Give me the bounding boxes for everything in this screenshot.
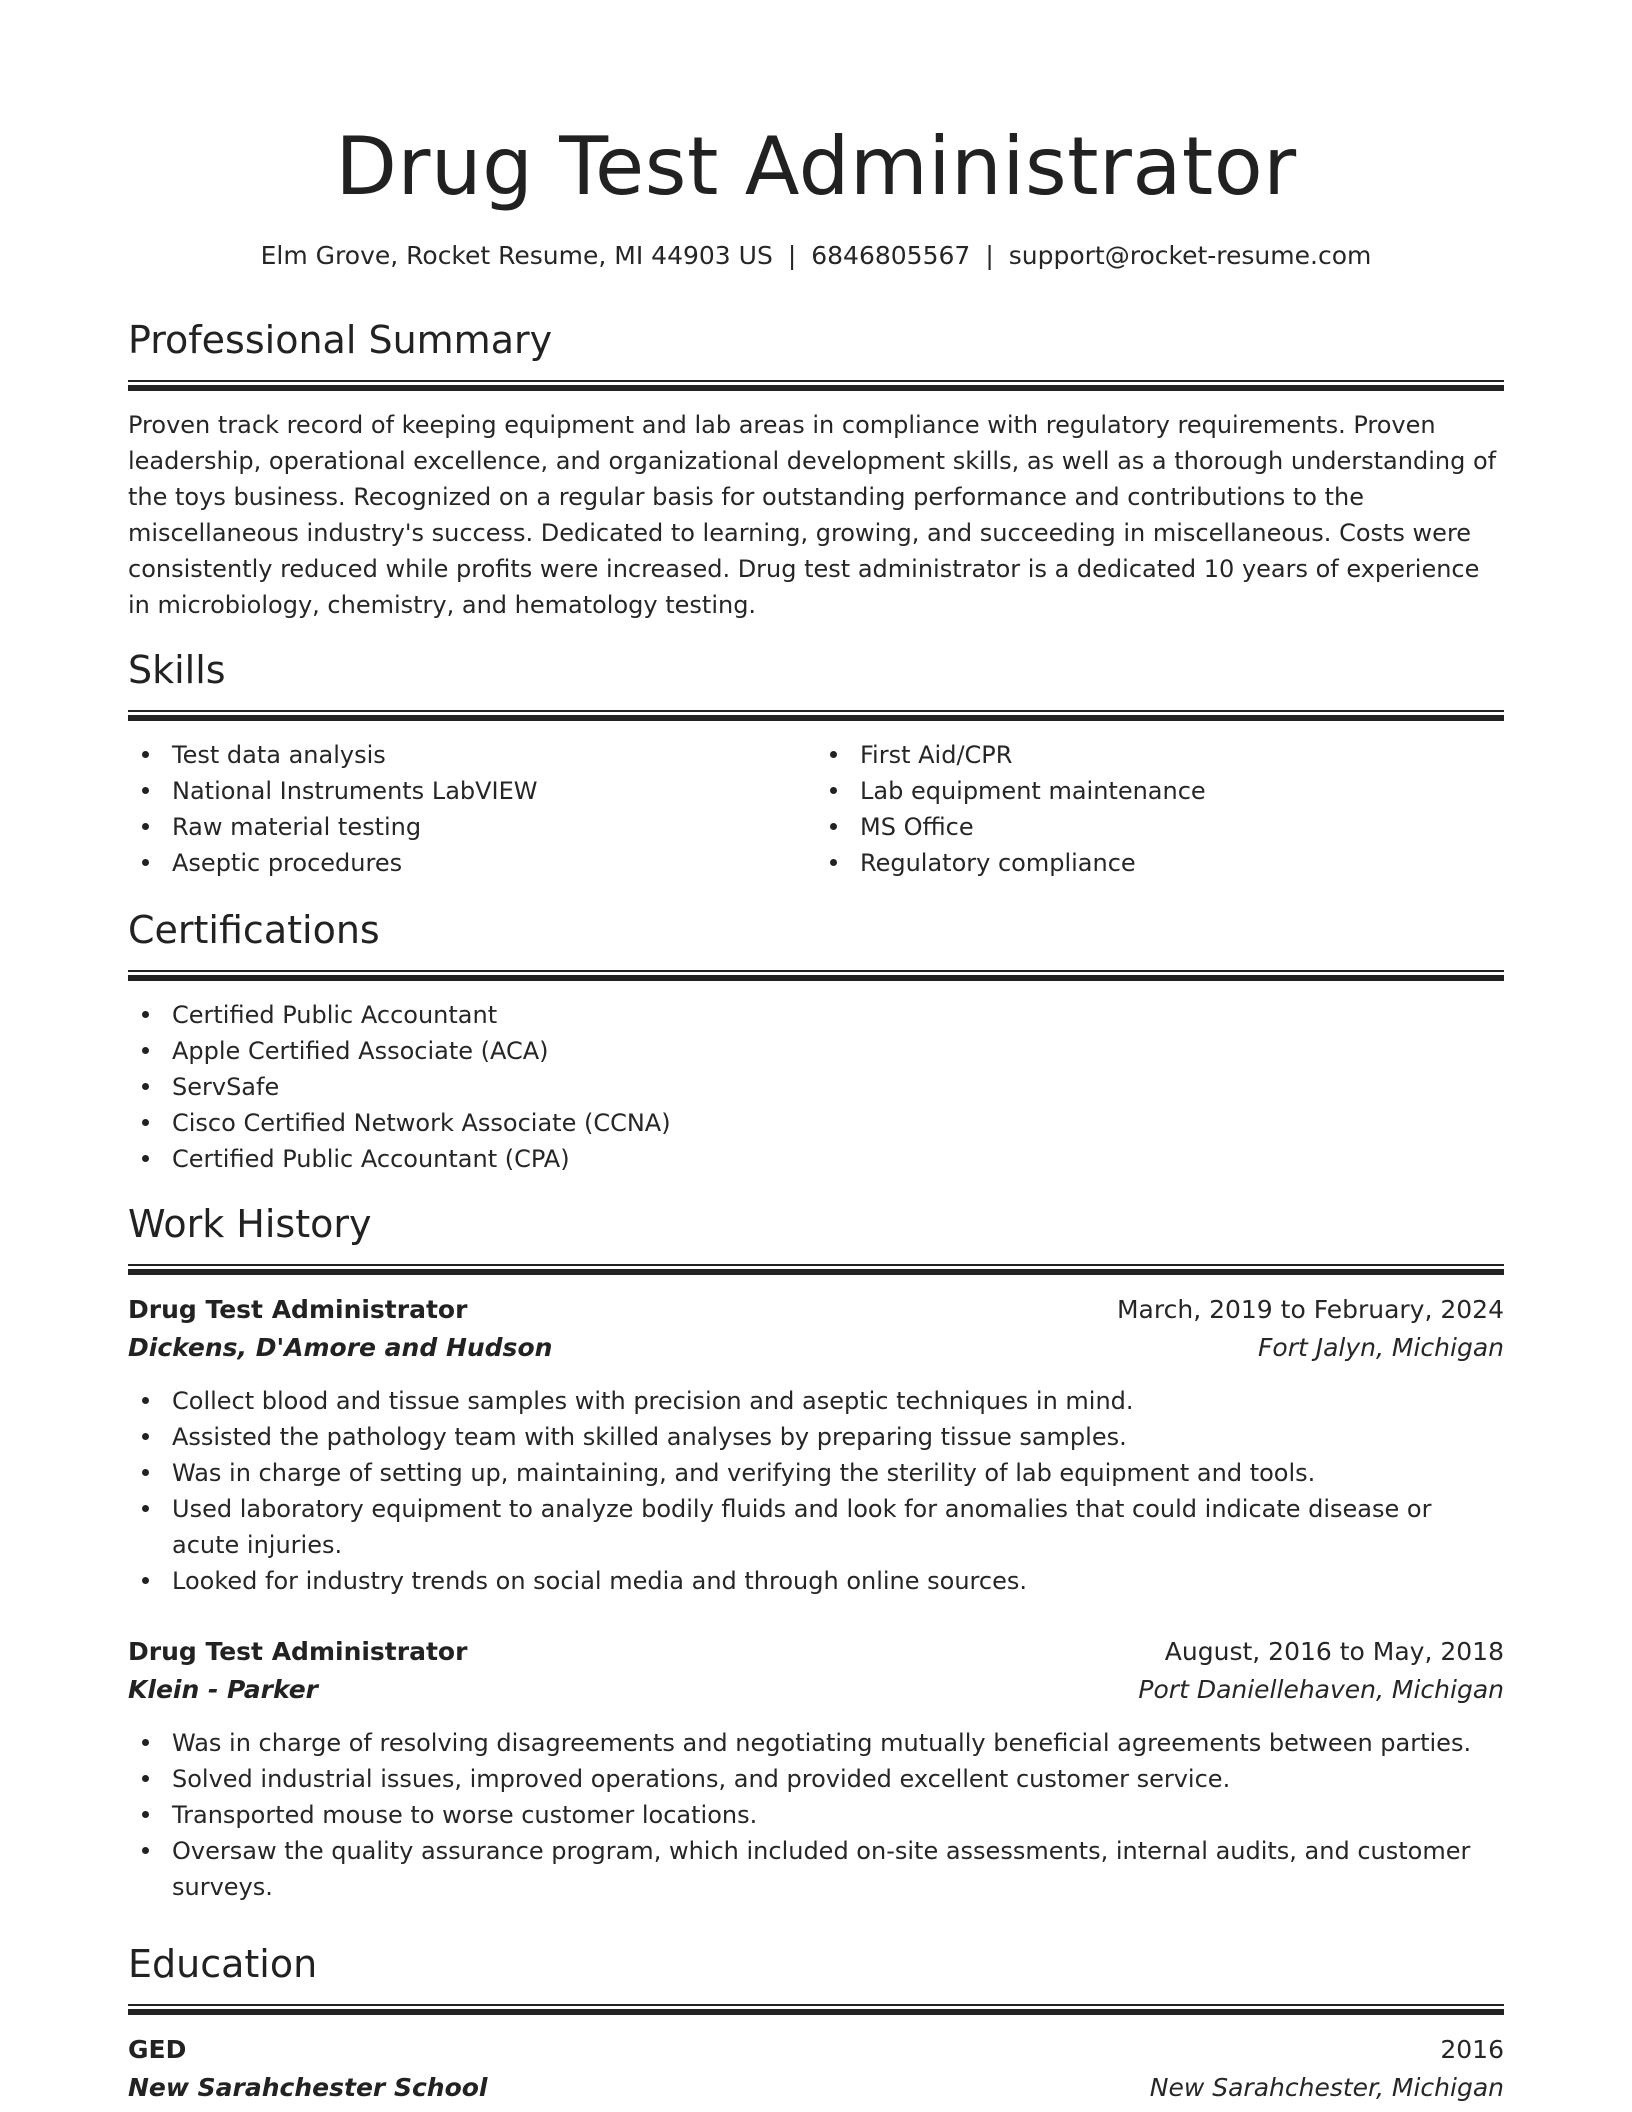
job-header — [128, 1291, 1504, 1329]
skill-item: Raw material testing — [172, 809, 816, 845]
skill-item: Regulatory compliance — [860, 845, 1504, 881]
job-employer: Dickens, D'Amore and Hudson — [128, 1333, 553, 1362]
skills-right-column — [816, 737, 1504, 881]
contact-address: Elm Grove, Rocket Resume, MI 44903 US — [260, 241, 773, 270]
skill-item: National Instruments LabVIEW — [172, 773, 816, 809]
job-duty-item: Was in charge of resolving disagreements and negotiating mutually beneficial agreements between parties. — [172, 1725, 1504, 1761]
contact-line — [128, 240, 1504, 272]
education-subheader — [128, 2069, 1504, 2107]
work-history-section — [128, 1202, 1504, 1905]
education-school: New Sarahchester School — [128, 2073, 488, 2102]
skill-item: Aseptic procedures — [172, 845, 816, 881]
education-year: 2016 — [1440, 2035, 1504, 2064]
job-duties — [128, 1383, 1504, 1599]
job-entry — [128, 1633, 1504, 1905]
education-location: New Sarahchester, Michigan — [1149, 2073, 1504, 2102]
job-duty-item: Was in charge of setting up, maintaining, and verifying the sterility of lab equipment and tools. — [172, 1455, 1504, 1491]
summary-text: Proven track record of keeping equipment and lab areas in compliance with regulatory requirements. Proven leadership, operational excellence, and organizational development skills, as well as a thorough understanding of the toys business. Recognized on a regular basis for outstanding performance and contributions to the miscellaneous industry's success. Dedicated to learning, growing, and succeeding in miscellaneous. Costs were consistently reduced while profits were increased. Drug test administrator is a dedicated 10 years of experience in microbiology, chemistry, and hematology testing. — [128, 411, 1497, 619]
education-degree: GED — [128, 2035, 187, 2064]
skill-item: Lab equipment maintenance — [860, 773, 1504, 809]
section-divider — [128, 710, 1504, 721]
section-title: Professional Summary — [128, 318, 553, 362]
job-duty-item: Assisted the pathology team with skilled analyses by preparing tissue samples. — [172, 1419, 1504, 1455]
contact-separator: | — [985, 241, 994, 270]
certifications-section — [128, 908, 1504, 1177]
section-divider — [128, 2004, 1504, 2015]
section-title: Certifications — [128, 908, 380, 952]
job-duty-item: Transported mouse to worse customer locations. — [172, 1797, 1504, 1833]
section-divider — [128, 1264, 1504, 1275]
job-entry — [128, 1291, 1504, 1599]
job-duty-item: Collect blood and tissue samples with precision and aseptic techniques in mind. — [172, 1383, 1504, 1419]
certification-item: Cisco Certified Network Associate (CCNA) — [172, 1105, 1504, 1141]
summary-section — [128, 318, 1504, 623]
section-title: Skills — [128, 648, 226, 692]
contact-phone: 6846805567 — [811, 241, 971, 270]
job-location: Fort Jalyn, Michigan — [1258, 1333, 1504, 1362]
section-title: Work History — [128, 1202, 372, 1246]
job-title: Drug Test Administrator — [128, 1295, 468, 1324]
certifications-list — [128, 997, 1504, 1177]
job-dates: August, 2016 to May, 2018 — [1164, 1637, 1504, 1666]
resume-name: Drug Test Administrator — [335, 120, 1297, 213]
certification-item: ServSafe — [172, 1069, 1504, 1105]
job-duty-item: Oversaw the quality assurance program, which included on-site assessments, internal audits, and customer surveys. — [172, 1833, 1504, 1905]
contact-separator: | — [787, 241, 797, 270]
job-dates: March, 2019 to February, 2024 — [1116, 1295, 1504, 1324]
section-divider — [128, 970, 1504, 981]
skills-grid — [128, 737, 1504, 881]
job-duties — [128, 1725, 1504, 1905]
certification-item: Apple Certified Associate (ACA) — [172, 1033, 1504, 1069]
job-duty-item: Used laboratory equipment to analyze bodily fluids and look for anomalies that could indicate disease or acute injuries. — [172, 1491, 1504, 1563]
skill-item: First Aid/CPR — [860, 737, 1504, 773]
section-title: Education — [128, 1942, 318, 1986]
education-entry — [128, 2031, 1504, 2107]
skill-item: MS Office — [860, 809, 1504, 845]
section-divider — [128, 380, 1504, 391]
job-header — [128, 1633, 1504, 1671]
job-subheader — [128, 1329, 1504, 1367]
job-duty-item: Looked for industry trends on social media and through online sources. — [172, 1563, 1504, 1599]
certification-item: Certified Public Accountant — [172, 997, 1504, 1033]
contact-email[interactable]: support@rocket-resume.com — [1008, 241, 1372, 270]
certification-item: Certified Public Accountant (CPA) — [172, 1141, 1504, 1177]
education-section — [128, 1942, 1504, 2107]
job-employer: Klein - Parker — [128, 1675, 318, 1704]
job-title: Drug Test Administrator — [128, 1637, 468, 1666]
job-duty-item: Solved industrial issues, improved operations, and provided excellent customer service. — [172, 1761, 1504, 1797]
skills-section — [128, 648, 1504, 881]
skills-left-column — [128, 737, 816, 881]
skill-item: Test data analysis — [172, 737, 816, 773]
job-subheader — [128, 1671, 1504, 1709]
job-location: Port Daniellehaven, Michigan — [1138, 1675, 1504, 1704]
education-header — [128, 2031, 1504, 2069]
